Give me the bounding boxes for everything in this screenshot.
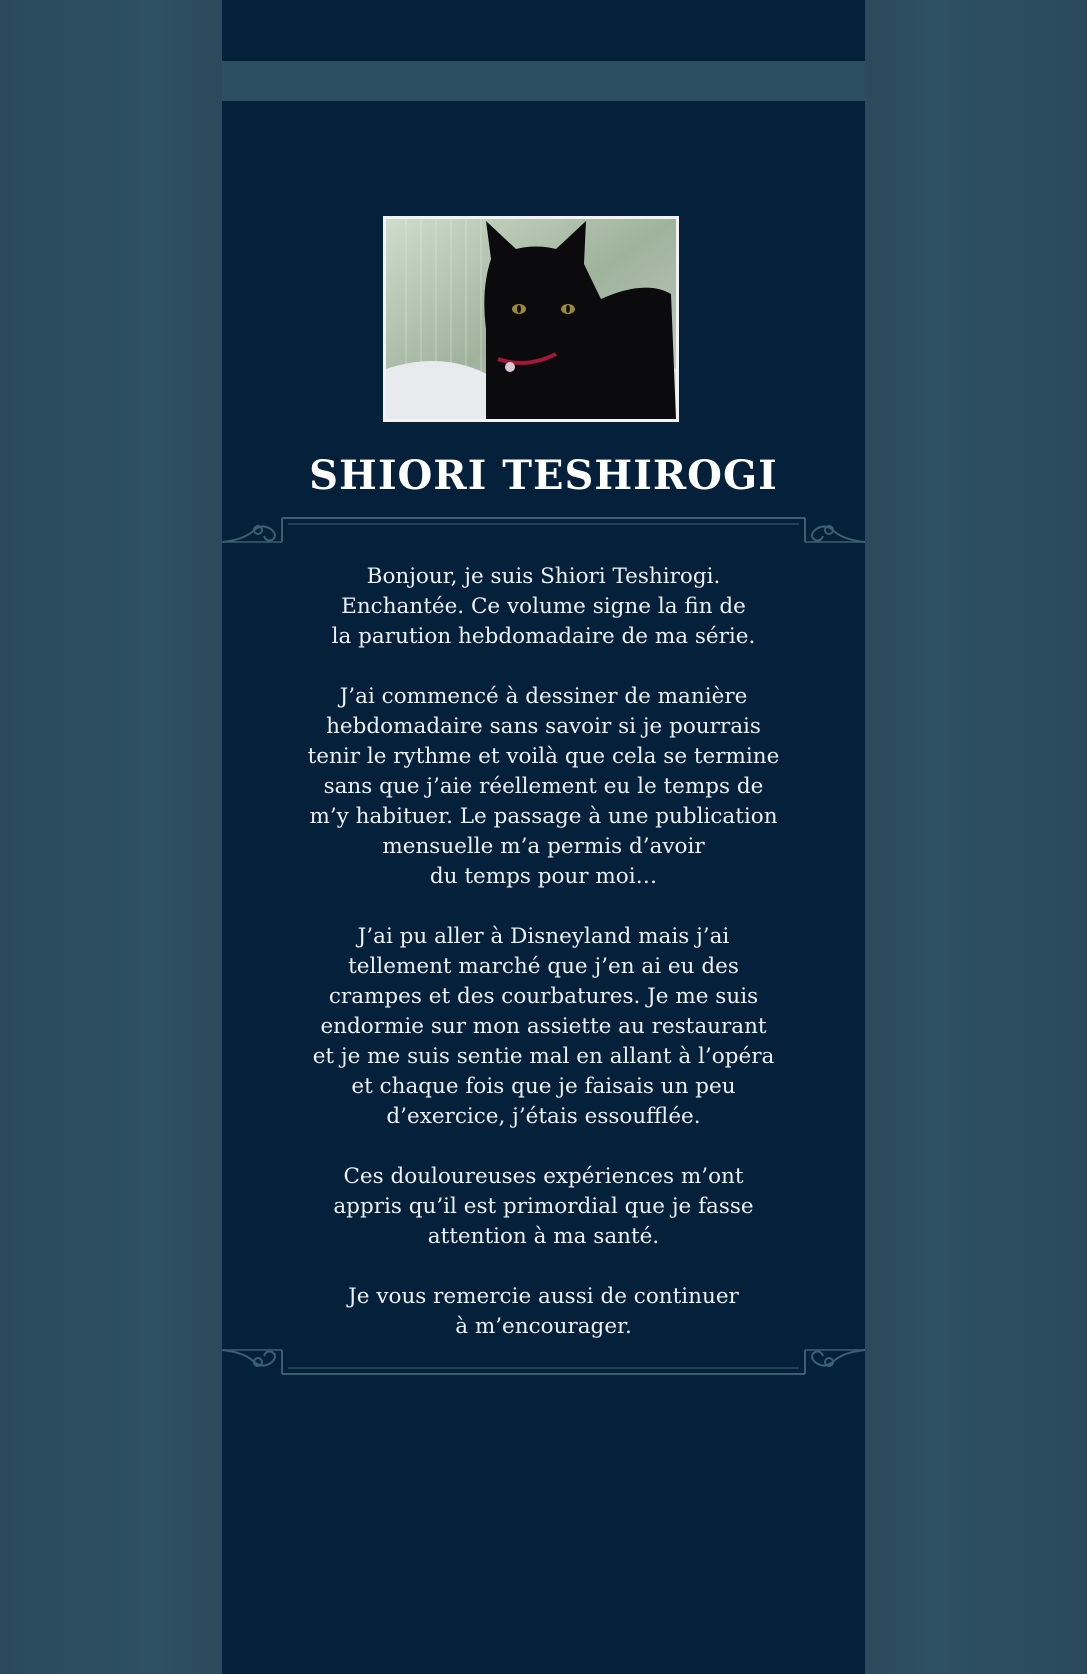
author-message [262, 562, 825, 1372]
header-stripe [222, 61, 865, 101]
author-name: SHIORI TESHIROGI [309, 452, 778, 499]
left-background [0, 0, 222, 1674]
right-background [865, 0, 1087, 1674]
ornament-divider-bottom-icon [222, 1346, 865, 1380]
content-panel [222, 0, 865, 1674]
bio-paragraph-3: J’ai pu aller à Disneyland mais j’ai tellement marché que j’en ai eu des crampes et des courbatures. Je me suis endormie sur mon assiette au restaurant et je me suis sentie mal en allant à l’opéra et chaque fois que je faisais un peu d’exercice, j’étais essoufflée. [312, 924, 775, 1129]
black-cat-photo-icon [386, 219, 676, 419]
author-photo [383, 216, 679, 422]
bio-paragraph-1: Bonjour, je suis Shiori Teshirogi. Enchantée. Ce volume signe la fin de la parution hebdomadaire de ma série. [331, 564, 756, 649]
bio-paragraph-2: J’ai commencé à dessiner de manière hebdomadaire sans savoir si je pourrais tenir le rythme et voilà que cela se termine sans que j’aie réellement eu le temps de m’y habituer. Le passage à une publication mensuelle m’a permis d’avoir du temps pour moi… [307, 684, 780, 889]
bio-paragraph-5: Je vous remercie aussi de continuer à m’encourager. [348, 1284, 739, 1339]
bio-paragraph-4: Ces douloureuses expériences m’ont appris qu’il est primordial que je fasse attention à ma santé. [333, 1164, 754, 1249]
ornament-divider-top-icon [222, 512, 865, 546]
